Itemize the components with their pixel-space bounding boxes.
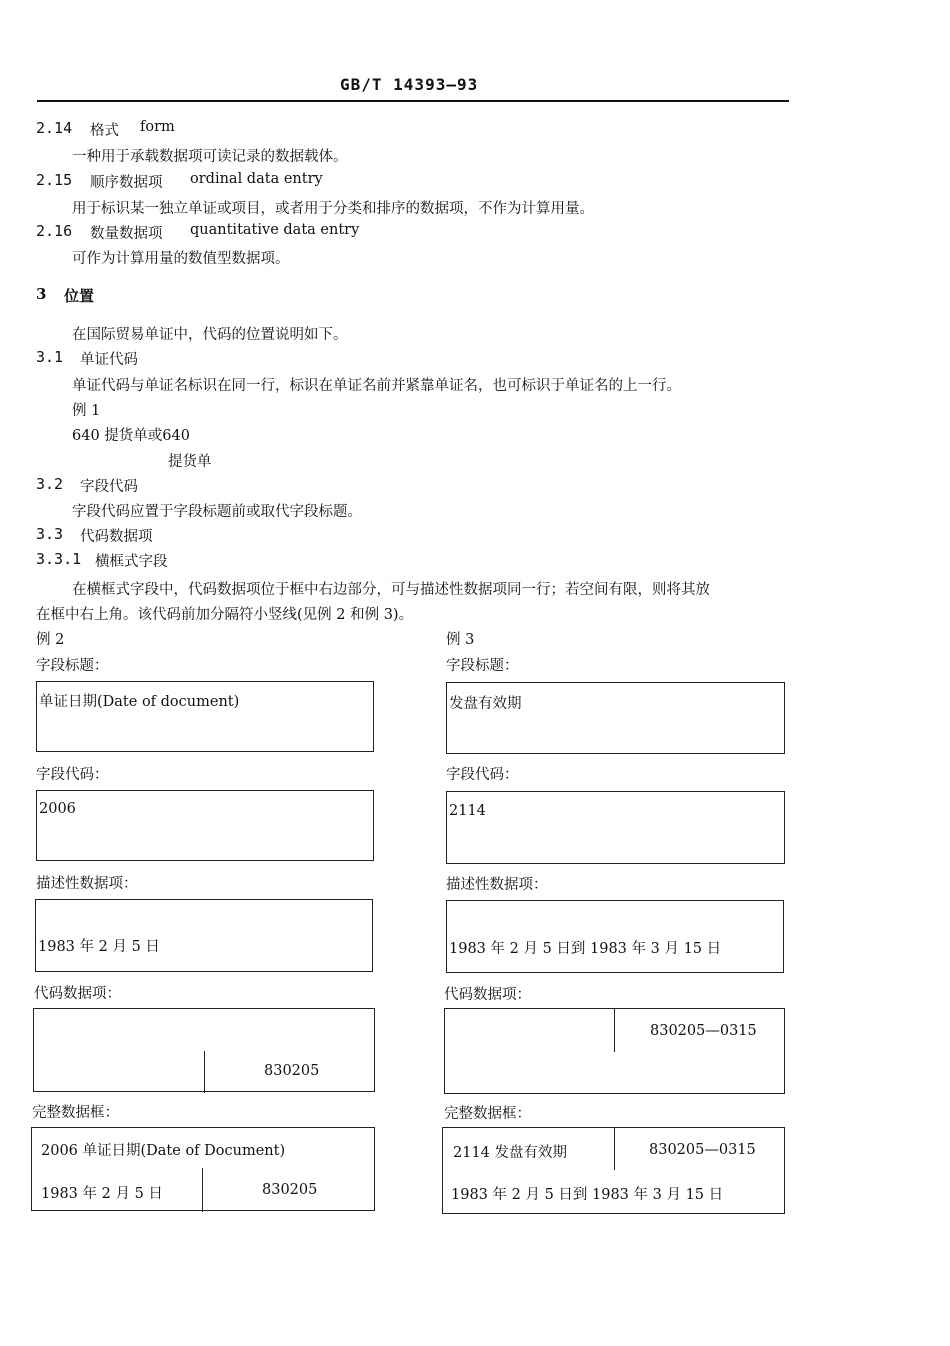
example-2-field-title-box (36, 681, 374, 752)
section-2-16-body: 可作为计算用量的数值型数据项。 (72, 251, 290, 267)
example-3-field-title-box (446, 682, 785, 754)
example-3-code-entry-value: 830205—0315 (650, 1023, 757, 1039)
section-3-3-1-title: 横框式字段 (95, 554, 168, 570)
section-3-3-number: 3.3 (36, 525, 64, 543)
example-2-code-entry-value: 830205 (264, 1063, 320, 1079)
example-3-complete-label: 完整数据框： (444, 1106, 531, 1122)
example-2-code-separator (204, 1051, 205, 1093)
section-3-3-1-number: 3.3.1 (36, 550, 82, 568)
section-3-3-1-body-line1: 在横框式字段中，代码数据项位于框中右边部分，可与描述性数据项同一行；若空间有限，则将其放 (72, 582, 710, 598)
example-3-descriptive-label: 描述性数据项： (446, 877, 548, 893)
section-2-14-body: 一种用于承载数据项可读记录的数据载体。 (72, 149, 348, 165)
section-3-2-title: 字段代码 (80, 479, 138, 495)
example-3-descriptive-box (446, 900, 784, 973)
example-3-code-separator (614, 1009, 615, 1052)
example-1-line1: 640 提货单或640 (72, 428, 190, 444)
example-2-descriptive-label: 描述性数据项： (36, 876, 138, 892)
example-3-descriptive-value: 1983 年 2 月 5 日到 1983 年 3 月 15 日 (449, 941, 722, 957)
example-1-label: 例 1 (72, 403, 101, 419)
example-1-line2: 提货单 (168, 454, 212, 470)
example-2-descriptive-box (35, 899, 373, 972)
section-2-14-number: 2.14 (36, 119, 73, 137)
example-2-field-title-label: 字段标题： (36, 658, 109, 674)
section-3-1-number: 3.1 (36, 348, 64, 366)
example-2-field-code-box (36, 790, 374, 861)
example-3-complete-top-left: 2114 发盘有效期 (453, 1145, 568, 1161)
section-2-16-english: quantitative data entry (190, 222, 360, 238)
example-3-code-entry-box (444, 1008, 785, 1094)
section-2-14-english: form (140, 119, 175, 135)
example-3-label: 例 3 (446, 632, 475, 648)
example-2-complete-separator (202, 1168, 203, 1212)
example-2-descriptive-value: 1983 年 2 月 5 日 (38, 939, 160, 955)
example-3-complete-box (442, 1127, 785, 1214)
example-3-complete-bottom: 1983 年 2 月 5 日到 1983 年 3 月 15 日 (451, 1187, 724, 1203)
example-3-field-title-label: 字段标题： (446, 658, 519, 674)
section-3-title: 位置 (64, 287, 95, 305)
section-3-intro: 在国际贸易单证中，代码的位置说明如下。 (72, 327, 348, 343)
example-2-complete-top: 2006 单证日期(Date of Document) (41, 1143, 286, 1159)
example-2-complete-box (31, 1127, 375, 1211)
section-3-1-body: 单证代码与单证名标识在同一行，标识在单证名前并紧靠单证名，也可标识于单证名的上一行。 (72, 378, 681, 394)
example-3-complete-top-right: 830205—0315 (649, 1142, 756, 1158)
section-3-3-1-body-line2: 在框中右上角。该代码前加分隔符小竖线(见例 2 和例 3)。 (36, 607, 414, 623)
section-3-number: 3 (36, 285, 47, 303)
example-2-code-entry-box (33, 1008, 375, 1092)
example-2-field-title-value: 单证日期(Date of document) (39, 694, 240, 710)
example-2-field-code-label: 字段代码： (36, 767, 109, 783)
section-3-2-number: 3.2 (36, 475, 64, 493)
example-2-field-code-value: 2006 (39, 801, 76, 817)
section-2-15-body: 用于标识某一独立单证或项目，或者用于分类和排序的数据项，不作为计算用量。 (72, 201, 594, 217)
example-3-field-code-box (446, 791, 785, 864)
section-2-16-number: 2.16 (36, 222, 73, 240)
section-2-15-title: 顺序数据项 (90, 175, 163, 191)
header-rule (37, 100, 789, 102)
example-2-code-entry-label: 代码数据项： (34, 986, 121, 1002)
example-2-label: 例 2 (36, 632, 65, 648)
example-2-complete-bottom-left: 1983 年 2 月 5 日 (41, 1186, 163, 1202)
example-3-code-entry-label: 代码数据项： (444, 987, 531, 1003)
example-2-complete-label: 完整数据框： (32, 1105, 119, 1121)
example-3-field-code-value: 2114 (449, 803, 486, 819)
example-3-field-title-value: 发盘有效期 (449, 696, 522, 712)
example-2-complete-bottom-right: 830205 (262, 1182, 318, 1198)
example-3-field-code-label: 字段代码： (446, 767, 519, 783)
section-3-3-title: 代码数据项 (80, 529, 153, 545)
section-2-16-title: 数量数据项 (90, 226, 163, 242)
section-2-15-number: 2.15 (36, 171, 73, 189)
section-3-2-body: 字段代码应置于字段标题前或取代字段标题。 (72, 504, 362, 520)
section-2-15-english: ordinal data entry (190, 171, 323, 187)
standard-code-header: GB/T 14393—93 (340, 75, 479, 94)
section-2-14-title: 格式 (90, 123, 119, 139)
section-3-1-title: 单证代码 (80, 352, 138, 368)
example-3-complete-separator (614, 1128, 615, 1170)
